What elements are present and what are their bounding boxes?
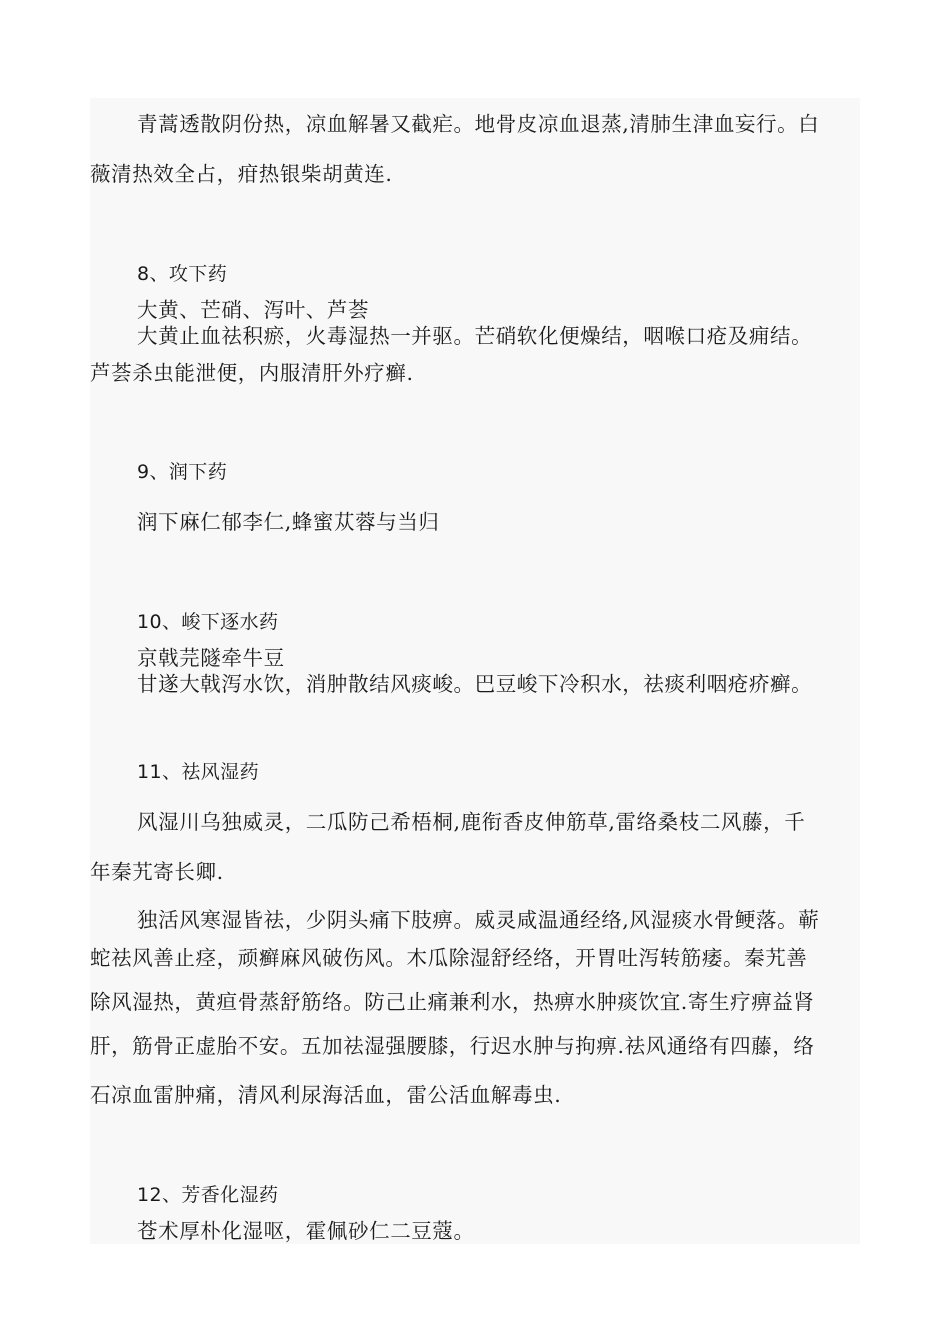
- paragraph-line: 甘遂大戟泻水饮，消肿散结风痰峻。巴豆峻下冷积水，祛痰利咽疮疥癣。: [137, 672, 813, 696]
- section-heading: 10、峻下逐水药: [137, 611, 279, 633]
- section-heading: 9、润下药: [137, 461, 228, 483]
- paragraph-line: 大黄止血祛积瘀，火毒湿热一并驱。芒硝软化便燥结，咽喉口疮及痈结。: [137, 324, 813, 348]
- herb-list: 风湿川乌独威灵，二瓜防己希梧桐,鹿衔香皮伸筋草,雷络桑枝二风藤，千: [137, 810, 806, 834]
- section-heading: 12、芳香化湿药: [137, 1184, 279, 1206]
- paragraph-line: 石凉血雷肿痛，清风利尿海活血，雷公活血解毒虫.: [90, 1083, 562, 1107]
- herb-list: 年秦艽寄长卿.: [90, 860, 224, 884]
- section-heading: 8、攻下药: [137, 263, 228, 285]
- herb-list: 大黄、芒硝、泻叶、芦荟: [137, 298, 370, 322]
- paragraph-line: 蛇祛风善止痉，顽癣麻风破伤风。木瓜除湿舒经络，开胃吐泻转筋痿。秦艽善: [90, 946, 808, 970]
- paragraph-line: 青蒿透散阴份热，凉血解暑又截疟。地骨皮凉血退蒸,清肺生津血妄行。白: [137, 112, 820, 136]
- herb-list: 京戟芫隧牵牛豆: [137, 646, 285, 670]
- document-body: [90, 98, 860, 1244]
- paragraph-line: 薇清热效全占，疳热银柴胡黄连.: [90, 162, 393, 186]
- herb-list: 润下麻仁郁李仁,蜂蜜苁蓉与当归: [137, 510, 440, 534]
- paragraph-line: 除风湿热，黄疸骨蒸舒筋络。防己止痛兼利水，热痹水肿痰饮宜.寄生疗痹益肾: [90, 990, 815, 1014]
- paragraph-line: 独活风寒湿皆祛，少阴头痛下肢痹。威灵咸温通经络,风湿痰水骨鲠落。蕲: [137, 908, 820, 932]
- paragraph-line: 芦荟杀虫能泄便，内服清肝外疗癣.: [90, 361, 414, 385]
- section-heading: 11、祛风湿药: [137, 761, 259, 783]
- paragraph-line: 肝，筋骨正虚胎不安。五加祛湿强腰膝，行迟水肿与拘痹.祛风通络有四藤，络: [90, 1034, 815, 1058]
- herb-list: 苍术厚朴化湿呕，霍佩砂仁二豆蔻。: [137, 1219, 475, 1243]
